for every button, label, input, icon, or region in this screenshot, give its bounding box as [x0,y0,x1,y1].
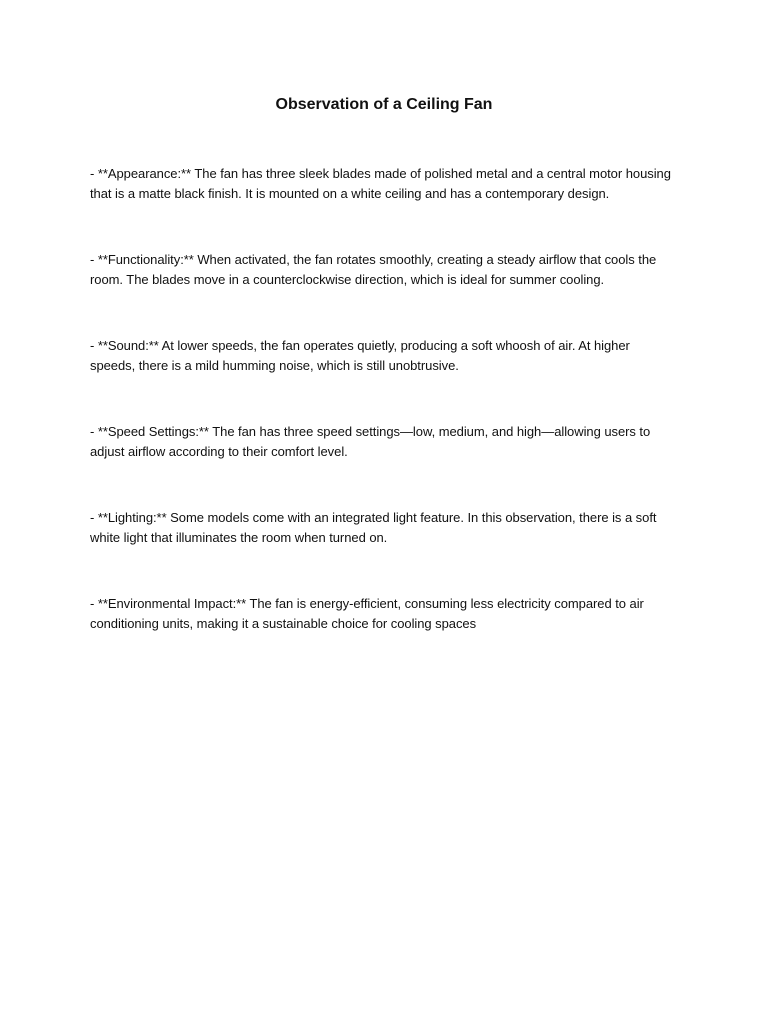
paragraph-lighting: - **Lighting:** Some models come with an integrated light feature. In this observation, there is a soft white light that illuminates the room when turned on. [90,510,657,545]
paragraph-speed-settings: - **Speed Settings:** The fan has three speed settings—low, medium, and high—allowing users to adjust airflow according to their comfort level. [90,424,651,459]
document-title: Observation of a Ceiling Fan [275,96,493,113]
paragraph-sound: - **Sound:** At lower speeds, the fan operates quietly, producing a soft whoosh of air. At higher speeds, there is a mild humming noise, which is still unobtrusive. [90,338,630,373]
paragraph-functionality: - **Functionality:** When activated, the fan rotates smoothly, creating a steady airflow that cools the room. The blades move in a counterclockwise direction, which is ideal for summer cooling. [90,252,657,287]
paragraph-appearance: - **Appearance:** The fan has three sleek blades made of polished metal and a central motor housing that is a matte black finish. It is mounted on a white ceiling and has a contemporary design. [90,166,671,201]
paragraph-environmental-impact: - **Environmental Impact:** The fan is energy-efficient, consuming less electricity compared to air conditioning units, making it a sustainable choice for cooling spaces [90,596,644,631]
document-body [90,164,678,680]
